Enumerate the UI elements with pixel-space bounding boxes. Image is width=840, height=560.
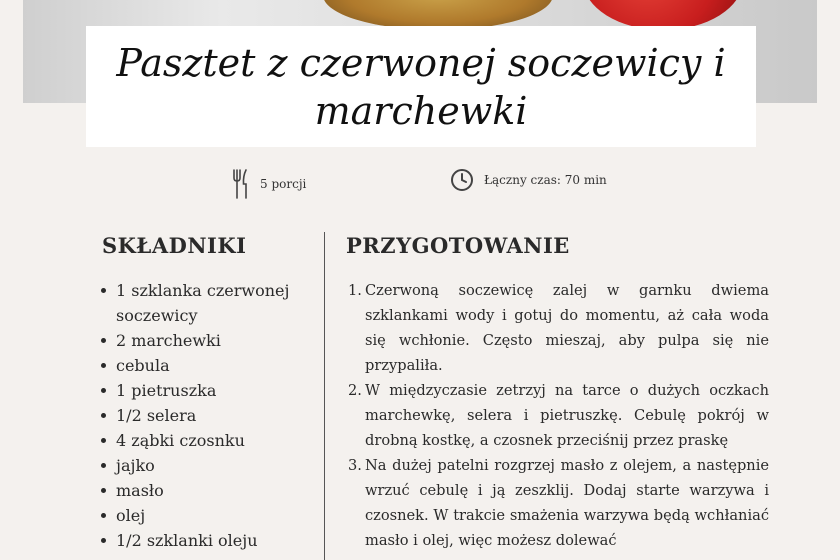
preparation-steps [348, 278, 769, 553]
total-time-text: Łączny czas: 70 min [484, 173, 607, 187]
servings-text: 5 porcji [260, 177, 307, 191]
ingredient-item: olej [116, 503, 316, 528]
title-box [86, 26, 756, 147]
ingredients-list [116, 278, 316, 553]
ingredient-item: masło [116, 478, 316, 503]
step-number: 3. [348, 457, 362, 474]
clock-icon [450, 168, 474, 192]
step-number: 2. [348, 382, 362, 399]
prep-step [348, 378, 769, 453]
ingredients-heading: SKŁADNIKI [102, 233, 247, 258]
fork-knife-icon [232, 168, 250, 200]
ingredient-item: 1/2 szklanki oleju [116, 528, 316, 553]
ingredient-item: 4 ząbki czosnku [116, 428, 316, 453]
column-divider [324, 232, 325, 560]
ingredient-item: 1/2 selera [116, 403, 316, 428]
time-info [450, 168, 607, 192]
ingredient-item: 1 pietruszka [116, 378, 316, 403]
servings-info [232, 168, 306, 200]
ingredient-item: cebula [116, 353, 316, 378]
ingredient-item: jajko [116, 453, 316, 478]
step-text: Czerwoną soczewicę zalej w garnku dwiema szklankami wody i gotuj do momentu, aż cała woda się wchłonie. Często mieszaj, aby pulpa się nie przypaliła. [365, 282, 769, 374]
step-text: Na dużej patelni rozgrzej masło z olejem, a następnie wrzuć cebulę i ją zeszklij. Dodaj starte warzywa i czosnek. W trakcie smażenia warzywa będą wchłaniać masło i olej, więc możesz dolewać [365, 457, 769, 549]
preparation-heading: PRZYGOTOWANIE [346, 233, 570, 258]
prep-step [348, 453, 769, 553]
ingredient-item: 2 marchewki [116, 328, 316, 353]
recipe-title: Pasztet z czerwonej soczewicy i marchewki [116, 40, 726, 133]
ingredient-item: 1 szklanka czerwonej soczewicy [116, 278, 316, 328]
step-text: W międzyczasie zetrzyj na tarce o dużych oczkach marchewkę, selera i pietruszkę. Cebulę pokrój w drobną kostkę, a czosnek przeciśnij przez praskę [365, 382, 769, 449]
prep-step [348, 278, 769, 378]
step-number: 1. [348, 282, 362, 299]
